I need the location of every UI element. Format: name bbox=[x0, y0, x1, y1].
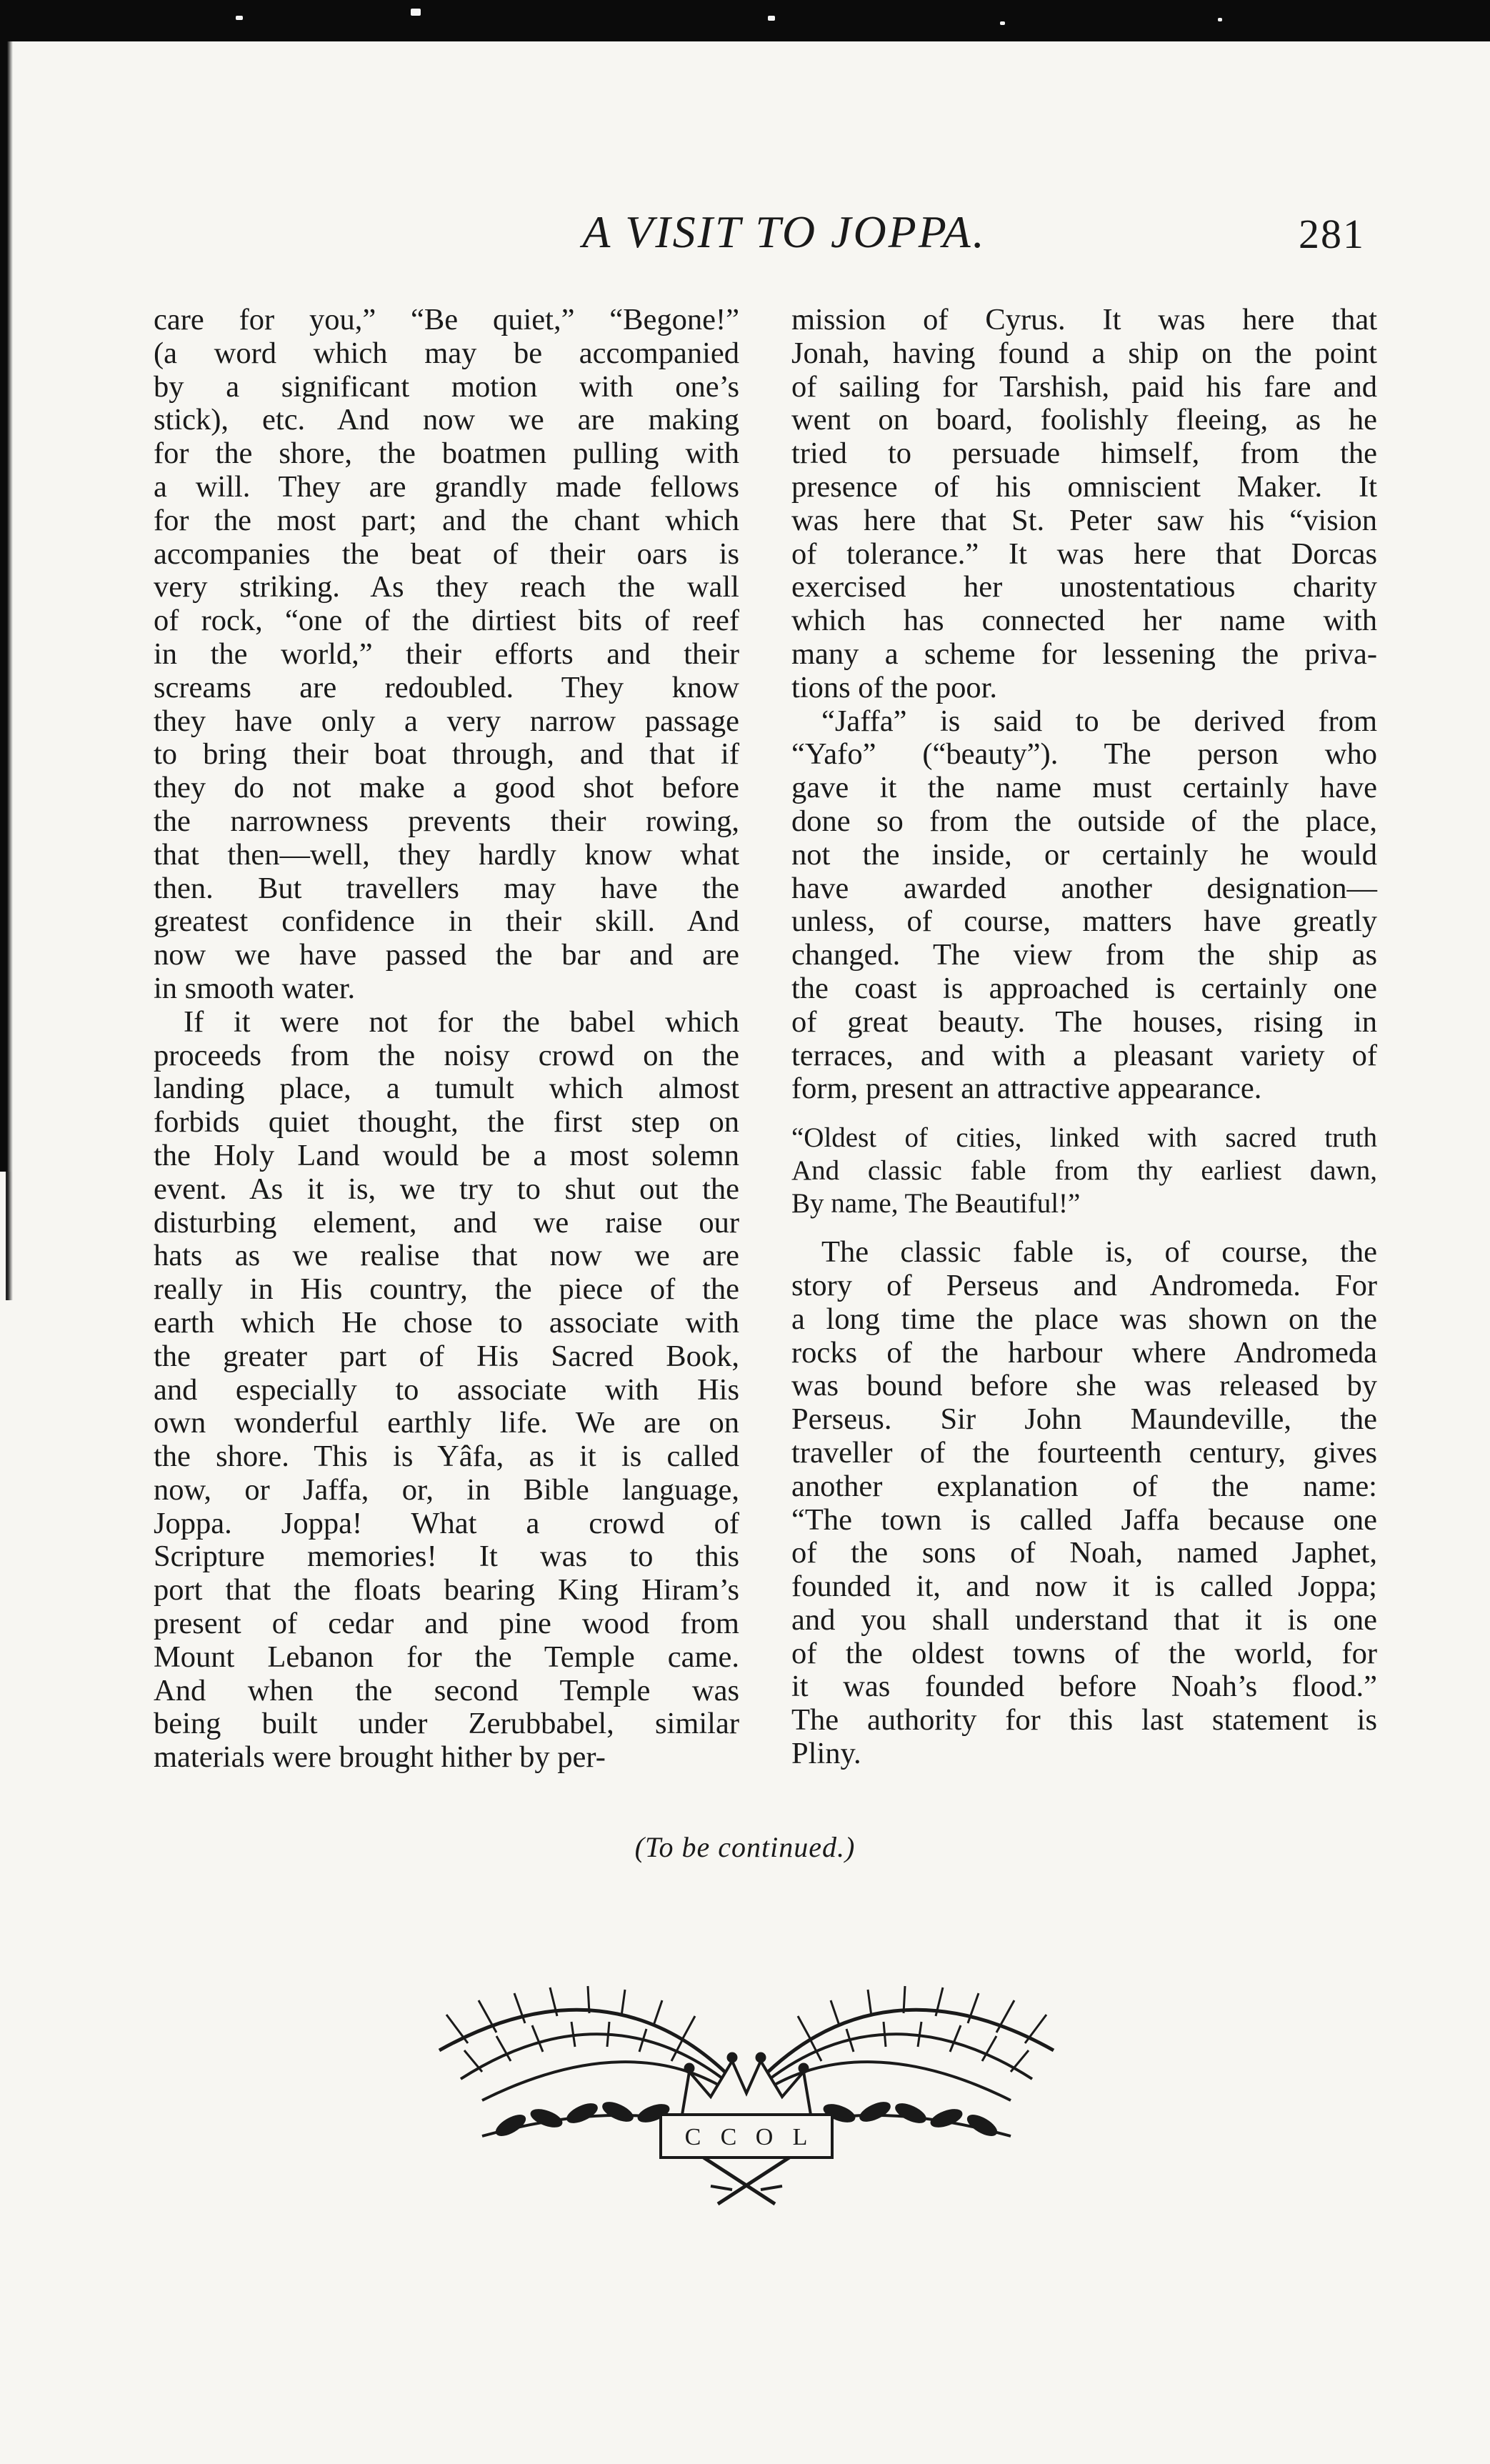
text-line: another explanation of the name: bbox=[791, 1469, 1377, 1503]
text-line: the shore. This is Yâfa, as it is called bbox=[154, 1440, 739, 1474]
scan-edge-left-lower bbox=[6, 1172, 13, 1300]
ornament-letter: C bbox=[720, 2124, 737, 2150]
page-header bbox=[0, 206, 1490, 270]
ornament-letter: L bbox=[792, 2124, 808, 2150]
text-line: the narrowness prevents their rowing, bbox=[154, 804, 739, 838]
paragraph-cyrus bbox=[791, 304, 1377, 705]
text-line: went on board, foolishly fleeing, as he bbox=[791, 403, 1377, 437]
text-line: presence of his omniscient Maker. It bbox=[791, 469, 1377, 504]
text-line: If it were not for the babel which bbox=[184, 1004, 739, 1039]
text-line: they have only a very narrow passage bbox=[154, 704, 739, 738]
scan-edge-top bbox=[0, 0, 1490, 41]
text-line: not the inside, or certainly he would bbox=[791, 837, 1377, 872]
ornament-letter: C bbox=[684, 2124, 701, 2150]
text-line: materials were brought hither by per- bbox=[154, 1740, 606, 1775]
text-line: then. But travellers may have the bbox=[154, 871, 739, 905]
text-line: done so from the outside of the place, bbox=[791, 804, 1377, 838]
text-line: earth which He chose to associate with bbox=[154, 1305, 739, 1340]
text-line: gave it the name must certainly have bbox=[791, 771, 1377, 805]
text-line: and you shall understand that it is one bbox=[791, 1602, 1377, 1637]
scan-speck bbox=[411, 9, 421, 16]
text-line: (a word which may be accompanied bbox=[154, 336, 739, 370]
scan-speck bbox=[768, 16, 775, 21]
text-line: present of cedar and pine wood from bbox=[154, 1607, 739, 1641]
text-line: of sailing for Tarshish, paid his fare and bbox=[791, 369, 1377, 404]
text-line: many a scheme for lessening the priva- bbox=[791, 637, 1377, 671]
text-line: own wonderful earthly life. We are on bbox=[154, 1406, 739, 1440]
paragraph-perseus bbox=[791, 1236, 1377, 1771]
left-column bbox=[154, 304, 739, 1775]
text-line: “Jaffa” is said to be derived from bbox=[821, 704, 1377, 738]
text-line: Pliny. bbox=[791, 1737, 861, 1771]
text-line: founded it, and now it is called Joppa; bbox=[791, 1570, 1377, 1604]
text-line: very striking. As they reach the wall bbox=[154, 570, 739, 604]
text-line: stick), etc. And now we are making bbox=[154, 403, 739, 437]
text-line: By name, The Beautiful!” bbox=[791, 1188, 1081, 1219]
text-line: accompanies the beat of their oars is bbox=[154, 537, 739, 571]
text-line: “Yafo” (“beauty”). The person who bbox=[791, 737, 1377, 772]
text-line: Scripture memories! It was to this bbox=[154, 1540, 739, 1574]
text-line: tried to persuade himself, from the bbox=[791, 437, 1377, 471]
text-line: terraces, and with a pleasant variety of bbox=[791, 1038, 1377, 1072]
text-line: greatest confidence in their skill. And bbox=[154, 904, 739, 939]
text-line: of rock, “one of the dirtiest bits of reef bbox=[154, 604, 739, 638]
text-line: changed. The view from the ship as bbox=[791, 938, 1377, 972]
spacer bbox=[791, 1220, 1377, 1236]
scan-speck bbox=[236, 16, 243, 20]
text-line: hats as we realise that now we are bbox=[154, 1239, 739, 1273]
text-line: by a significant motion with one’s bbox=[154, 369, 739, 404]
text-line: event. As it is, we try to shut out the bbox=[154, 1172, 739, 1206]
paragraph-jaffa-name bbox=[791, 705, 1377, 1107]
text-line: Perseus. Sir John Maundeville, the bbox=[791, 1402, 1377, 1437]
spacer bbox=[791, 1106, 1377, 1122]
text-line: really in His country, the piece of the bbox=[154, 1272, 739, 1307]
text-line: was bound before she was released by bbox=[791, 1369, 1377, 1403]
text-line: being built under Zerubbabel, similar bbox=[154, 1707, 739, 1741]
text-line: exercised her unostentatious charity bbox=[791, 570, 1377, 604]
text-line: for the most part; and the chant which bbox=[154, 503, 739, 537]
text-line: forbids quiet thought, the first step on bbox=[154, 1105, 739, 1139]
text-line: The classic fable is, of course, the bbox=[821, 1235, 1377, 1270]
text-line: that then—well, they hardly know what bbox=[154, 837, 739, 872]
text-line: was here that St. Peter saw his “vision bbox=[791, 503, 1377, 537]
text-line: form, present an attractive appearance. bbox=[791, 1072, 1262, 1106]
text-line: mission of Cyrus. It was here that bbox=[791, 303, 1377, 336]
text-line: of tolerance.” It was here that Dorcas bbox=[791, 537, 1377, 571]
text-line: The authority for this last statement is bbox=[791, 1703, 1377, 1737]
text-line: port that the floats bearing King Hiram’s bbox=[154, 1573, 739, 1607]
crown-palm-tailpiece-icon bbox=[396, 1972, 1096, 2208]
scan-speck bbox=[1218, 18, 1222, 21]
text-line: of great beauty. The houses, rising in bbox=[791, 1004, 1377, 1039]
text-line: they do not make a good shot before bbox=[154, 771, 739, 805]
page-number: 281 bbox=[1299, 211, 1365, 257]
text-line: a long time the place was shown on the bbox=[791, 1302, 1377, 1336]
scan-edge-left bbox=[0, 0, 13, 1172]
text-line: for the shore, the boatmen pulling with bbox=[154, 437, 739, 471]
running-title: A VISIT TO JOPPA. bbox=[582, 206, 986, 257]
text-line: tions of the poor. bbox=[791, 670, 998, 704]
text-line: now we have passed the bar and are bbox=[154, 938, 739, 972]
text-line: Joppa. Joppa! What a crowd of bbox=[154, 1506, 739, 1540]
text-line: in the world,” their efforts and their bbox=[154, 637, 739, 671]
text-line: of the sons of Noah, named Japhet, bbox=[791, 1536, 1377, 1570]
verse-quotation bbox=[791, 1122, 1377, 1220]
text-line: care for you,” “Be quiet,” “Begone!” bbox=[154, 303, 739, 336]
to-be-continued-note: (To be continued.) bbox=[634, 1831, 856, 1863]
text-line: the greater part of His Sacred Book, bbox=[154, 1339, 739, 1373]
text-line: “Oldest of cities, linked with sacred truth bbox=[791, 1122, 1377, 1154]
text-line: traveller of the fourteenth century, gives bbox=[791, 1435, 1377, 1470]
text-line: landing place, a tumult which almost bbox=[154, 1072, 739, 1106]
text-line: which has connected her name with bbox=[791, 604, 1377, 638]
text-line: screams are redoubled. They know bbox=[154, 670, 739, 704]
text-line: the Holy Land would be a most solemn bbox=[154, 1138, 739, 1172]
ornament-letter: O bbox=[755, 2124, 774, 2150]
text-line: and especially to associate with His bbox=[154, 1372, 739, 1407]
text-line: disturbing element, and we raise our bbox=[154, 1205, 739, 1240]
text-line: proceeds from the noisy crowd on the bbox=[154, 1038, 739, 1072]
text-line: to bring their boat through, and that if bbox=[154, 737, 739, 772]
text-line: in smooth water. bbox=[154, 971, 356, 1005]
text-line: the coast is approached is certainly one bbox=[791, 971, 1377, 1005]
text-line: have awarded another designation— bbox=[791, 871, 1377, 905]
text-line: of the oldest towns of the world, for bbox=[791, 1636, 1377, 1670]
text-line: story of Perseus and Andromeda. For bbox=[791, 1268, 1377, 1302]
text-line: unless, of course, matters have greatly bbox=[791, 904, 1377, 939]
text-line: now, or Jaffa, or, in Bible language, bbox=[154, 1472, 739, 1507]
text-line: a will. They are grandly made fellows bbox=[154, 469, 739, 504]
text-line: rocks of the harbour where Andromeda bbox=[791, 1335, 1377, 1370]
right-column bbox=[791, 304, 1377, 1771]
text-line: And classic fable from thy earliest dawn, bbox=[791, 1155, 1377, 1187]
text-line: it was founded before Noah’s flood.” bbox=[791, 1670, 1377, 1704]
scan-speck bbox=[1000, 21, 1005, 25]
text-line: Mount Lebanon for the Temple came. bbox=[154, 1640, 739, 1674]
text-line: And when the second Temple was bbox=[154, 1673, 739, 1707]
text-line: Jonah, having found a ship on the point bbox=[791, 336, 1377, 370]
text-line: “The town is called Jaffa because one bbox=[791, 1502, 1377, 1537]
